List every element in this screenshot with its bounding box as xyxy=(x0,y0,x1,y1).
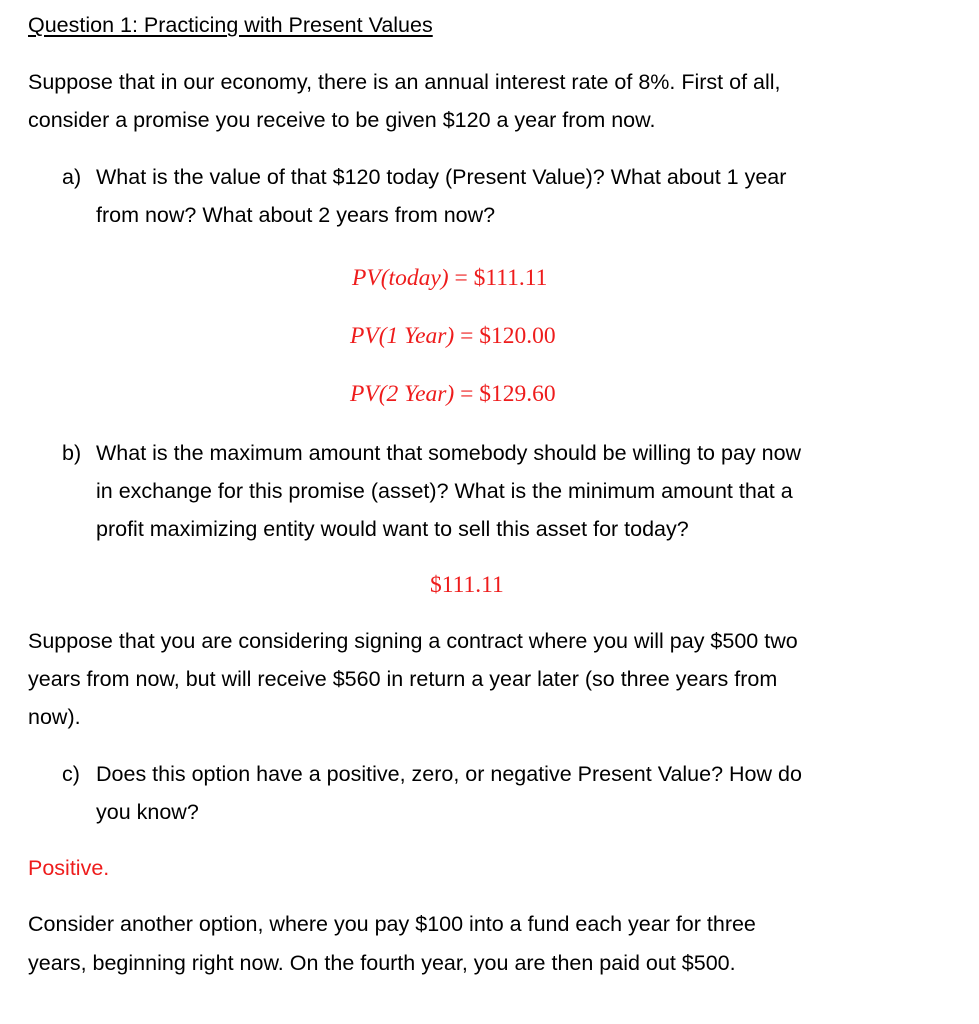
equation-pv-today xyxy=(352,265,547,291)
part-b-label: b) xyxy=(62,441,82,465)
part-b-question xyxy=(62,440,801,466)
part-a-label: a) xyxy=(62,165,82,189)
part-c-line-1: Does this option have a positive, zero, or negative Present Value? How do xyxy=(96,762,802,786)
part-c-question xyxy=(62,761,802,787)
equation-value: = $129.60 xyxy=(460,381,556,407)
part-a-question xyxy=(62,164,786,190)
equation-value: = $111.11 xyxy=(454,265,548,291)
part-c-answer: Positive. xyxy=(28,856,110,880)
equation-fn: PV xyxy=(350,323,379,349)
page-title: Question 1: Practicing with Present Values xyxy=(28,13,433,37)
contract-line-3: now). xyxy=(28,705,81,729)
part-c-line-2: you know? xyxy=(96,800,199,824)
equation-arg: (2 Year) xyxy=(378,381,455,407)
part-b-line-3: profit maximizing entity would want to sell this asset for today? xyxy=(96,517,689,541)
part-a-line-1: What is the value of that $120 today (Present Value)? What about 1 year xyxy=(96,165,787,189)
equation-pv-2-year xyxy=(350,381,556,407)
part-c-label: c) xyxy=(62,762,80,786)
equation-arg: (today) xyxy=(380,265,449,291)
equation-arg: (1 Year) xyxy=(378,323,455,349)
equation-value: = $120.00 xyxy=(460,323,556,349)
equation-fn: PV xyxy=(350,381,379,407)
part-b-answer: $111.11 xyxy=(430,572,504,598)
contract-line-1: Suppose that you are considering signing a contract where you will pay $500 two xyxy=(28,629,798,653)
another-option-line-2: years, beginning right now. On the fourth year, you are then paid out $500. xyxy=(28,951,736,975)
another-option-line-1: Consider another option, where you pay $100 into a fund each year for three xyxy=(28,912,756,936)
part-b-line-2: in exchange for this promise (asset)? What is the minimum amount that a xyxy=(96,479,793,503)
equation-fn: PV xyxy=(352,265,381,291)
intro-line-2: consider a promise you receive to be given $120 a year from now. xyxy=(28,108,656,132)
intro-line-1: Suppose that in our economy, there is an annual interest rate of 8%. First of all, xyxy=(28,70,781,94)
equation-pv-1-year xyxy=(350,323,556,349)
part-b-line-1: What is the maximum amount that somebody should be willing to pay now xyxy=(96,441,802,465)
part-a-line-2: from now? What about 2 years from now? xyxy=(96,203,496,227)
contract-line-2: years from now, but will receive $560 in return a year later (so three years from xyxy=(28,667,778,691)
